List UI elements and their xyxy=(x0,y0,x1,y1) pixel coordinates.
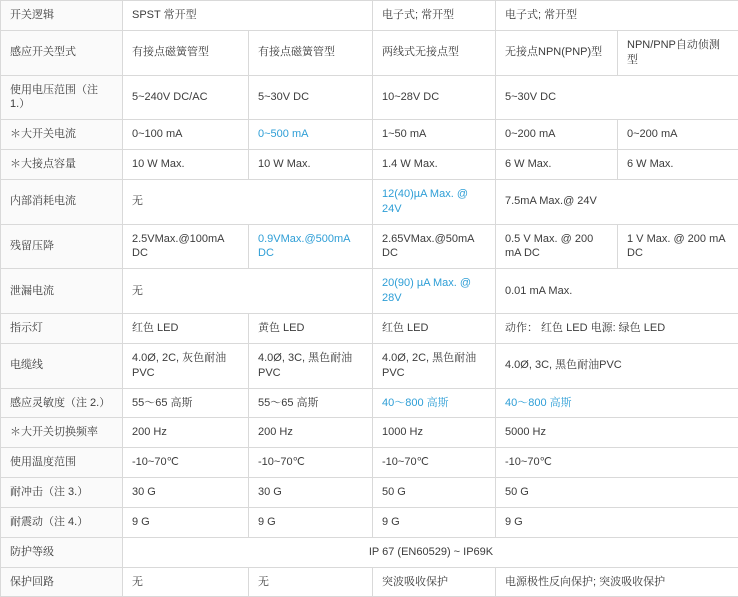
table-row xyxy=(1,30,738,75)
table-row xyxy=(1,388,738,418)
row-label: 开关逻辑 xyxy=(1,1,123,31)
row-label: 耐冲击（注 3.） xyxy=(1,478,123,508)
table-cell: 0~100 mA xyxy=(123,120,249,150)
table-cell: 1000 Hz xyxy=(373,418,496,448)
table-cell: 有接点磁簧管型 xyxy=(249,30,373,75)
table-cell: 有接点磁簧管型 xyxy=(123,30,249,75)
table-row xyxy=(1,120,738,150)
table-row xyxy=(1,507,738,537)
row-label: 内部消耗电流 xyxy=(1,179,123,224)
table-cell: -10~70℃ xyxy=(249,448,373,478)
table-cell: 1.4 W Max. xyxy=(373,150,496,180)
table-cell: 6 W Max. xyxy=(496,150,618,180)
table-cell: 0~200 mA xyxy=(496,120,618,150)
table-cell: 9 G xyxy=(496,507,738,537)
table-cell: 10 W Max. xyxy=(249,150,373,180)
table-cell: SPST 常开型 xyxy=(123,1,373,31)
table-row xyxy=(1,448,738,478)
table-cell: 无 xyxy=(123,269,373,314)
table-cell: 无 xyxy=(249,567,373,597)
table-row xyxy=(1,567,738,597)
table-cell: 0~500 mA xyxy=(249,120,373,150)
table-cell: 0~200 mA xyxy=(618,120,738,150)
table-cell: 5000 Hz xyxy=(496,418,738,448)
table-cell: 0.5 V Max. @ 200 mA DC xyxy=(496,224,618,269)
table-row xyxy=(1,418,738,448)
table-cell: 突波吸收保护 xyxy=(373,567,496,597)
table-cell: 5~240V DC/AC xyxy=(123,75,249,120)
row-label: 使用电压范围（注 1.） xyxy=(1,75,123,120)
table-cell: 红色 LED xyxy=(373,313,496,343)
row-label: ＊大开关电流 xyxy=(1,120,123,150)
table-row xyxy=(1,478,738,508)
table-row xyxy=(1,269,738,314)
table-cell: 电源极性反向保护; 突波吸收保护 xyxy=(496,567,738,597)
row-label: 保护回路 xyxy=(1,567,123,597)
table-cell: 电子式; 常开型 xyxy=(496,1,738,31)
table-cell: 6 W Max. xyxy=(618,150,738,180)
table-cell: 1~50 mA xyxy=(373,120,496,150)
table-cell: 电子式; 常开型 xyxy=(373,1,496,31)
row-label: ＊大接点容量 xyxy=(1,150,123,180)
row-label: 泄漏电流 xyxy=(1,269,123,314)
table-cell: 20(90) µA Max. @ 28V xyxy=(373,269,496,314)
table-row xyxy=(1,313,738,343)
table-body xyxy=(1,1,738,597)
table-cell: -10~70℃ xyxy=(496,448,738,478)
table-cell: 50 G xyxy=(373,478,496,508)
table-cell: 55～65 高斯 xyxy=(249,388,373,418)
row-label: 残留压降 xyxy=(1,224,123,269)
table-cell: 30 G xyxy=(123,478,249,508)
table-cell: 10~28V DC xyxy=(373,75,496,120)
table-cell: 4.0Ø, 2C, 黑色耐油PVC xyxy=(373,343,496,388)
table-cell: 4.0Ø, 3C, 黑色耐油PVC xyxy=(496,343,738,388)
table-cell: 2.5VMax.@100mA DC xyxy=(123,224,249,269)
table-row xyxy=(1,179,738,224)
row-label: 耐震动（注 4.） xyxy=(1,507,123,537)
table-cell: 无 xyxy=(123,179,373,224)
table-cell: 动作： 红色 LED 电源: 绿色 LED xyxy=(496,313,738,343)
table-cell: 40～800 高斯 xyxy=(496,388,738,418)
table-row xyxy=(1,537,738,567)
table-cell: 9 G xyxy=(373,507,496,537)
table-cell: 2.65VMax.@50mA DC xyxy=(373,224,496,269)
table-cell: 50 G xyxy=(496,478,738,508)
table-cell: 30 G xyxy=(249,478,373,508)
row-label: 电缆线 xyxy=(1,343,123,388)
table-row xyxy=(1,150,738,180)
table-cell: 0.9VMax.@500mA DC xyxy=(249,224,373,269)
table-cell: 40～800 高斯 xyxy=(373,388,496,418)
row-label: ＊大开关切换频率 xyxy=(1,418,123,448)
row-label: 使用温度范围 xyxy=(1,448,123,478)
table-cell: -10~70℃ xyxy=(373,448,496,478)
table-cell: 4.0Ø, 3C, 黑色耐油PVC xyxy=(249,343,373,388)
table-row xyxy=(1,1,738,31)
table-cell: 0.01 mA Max. xyxy=(496,269,738,314)
table-cell: 10 W Max. xyxy=(123,150,249,180)
table-cell: 两线式无接点型 xyxy=(373,30,496,75)
table-cell: 5~30V DC xyxy=(249,75,373,120)
table-cell: 7.5mA Max.@ 24V xyxy=(496,179,738,224)
table-cell: 9 G xyxy=(123,507,249,537)
table-cell: 无接点NPN(PNP)型 xyxy=(496,30,618,75)
row-label: 防护等级 xyxy=(1,537,123,567)
table-cell: 黄色 LED xyxy=(249,313,373,343)
table-cell: 5~30V DC xyxy=(496,75,738,120)
table-row xyxy=(1,343,738,388)
row-label: 感应开关型式 xyxy=(1,30,123,75)
table-cell: 12(40)µA Max. @ 24V xyxy=(373,179,496,224)
table-cell: 200 Hz xyxy=(123,418,249,448)
table-row xyxy=(1,75,738,120)
table-cell: 200 Hz xyxy=(249,418,373,448)
table-cell: NPN/PNP自动侦测型 xyxy=(618,30,738,75)
table-cell: 55～65 高斯 xyxy=(123,388,249,418)
table-cell: IP 67 (EN60529) ~ IP69K xyxy=(123,537,738,567)
table-row xyxy=(1,224,738,269)
table-cell: 1 V Max. @ 200 mA DC xyxy=(618,224,738,269)
table-cell: 无 xyxy=(123,567,249,597)
table-cell: 9 G xyxy=(249,507,373,537)
row-label: 指示灯 xyxy=(1,313,123,343)
table-cell: 红色 LED xyxy=(123,313,249,343)
table-cell: 4.0Ø, 2C, 灰色耐油PVC xyxy=(123,343,249,388)
table-cell: -10~70℃ xyxy=(123,448,249,478)
row-label: 感应灵敏度（注 2.） xyxy=(1,388,123,418)
